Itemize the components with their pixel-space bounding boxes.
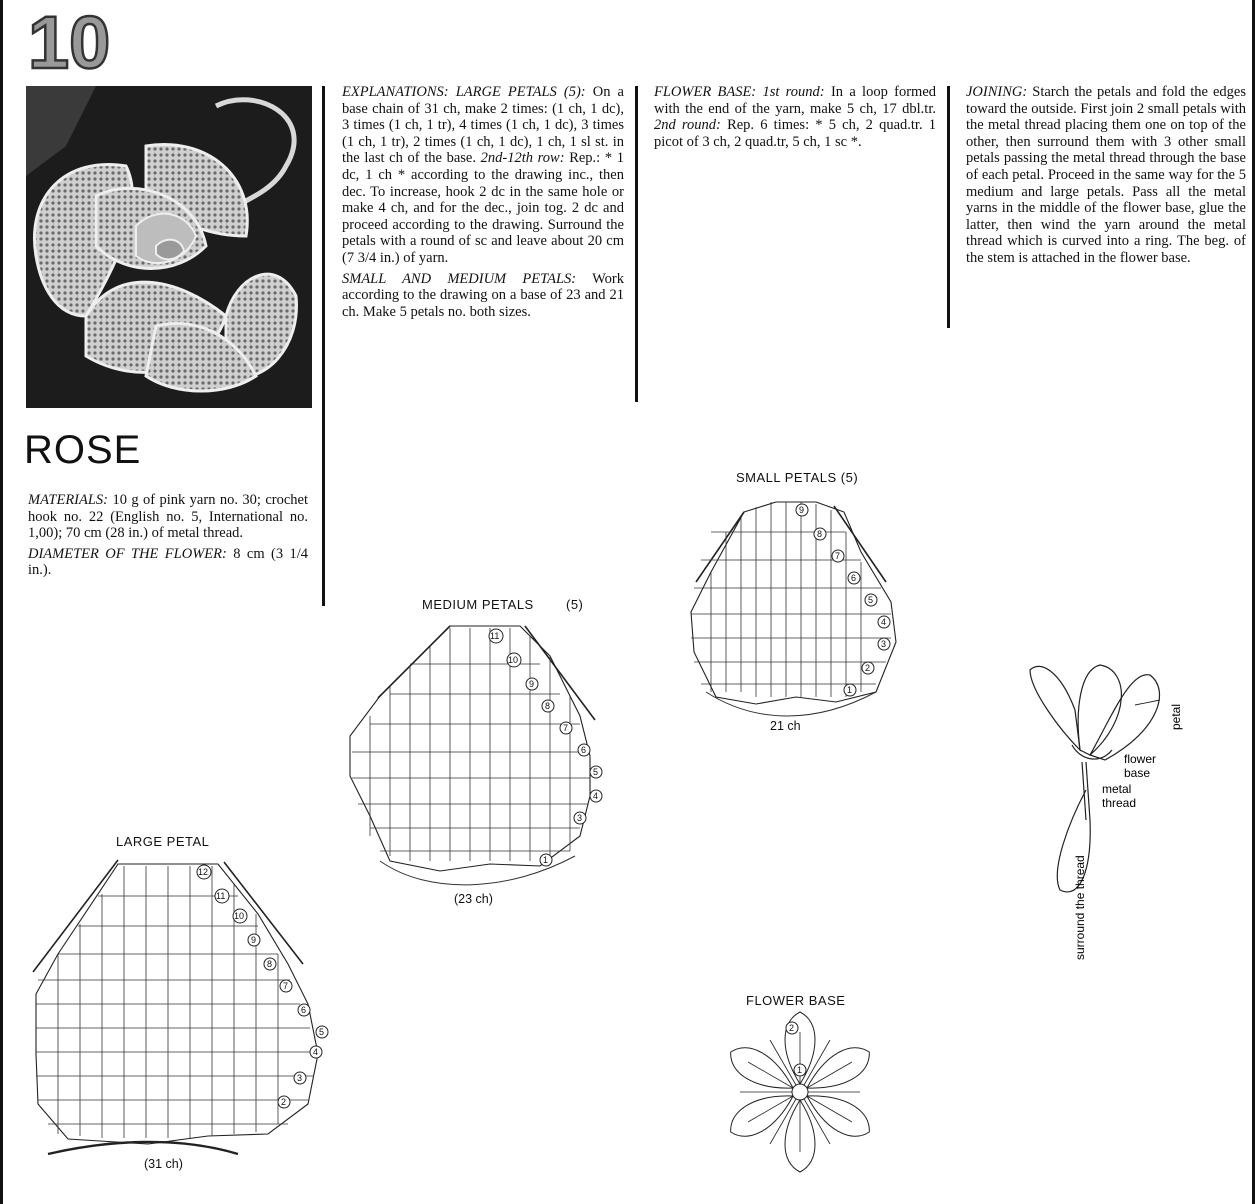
svg-text:8: 8 [817,529,823,539]
round2-label: 2nd round: [654,117,721,134]
svg-text:8: 8 [267,959,273,969]
medium-petal-row-7 [560,722,572,734]
page-number-text: 10 [28,8,111,72]
diameter-label: DIAMETER OF THE FLOWER: [28,545,227,562]
small-petal-row-8 [814,528,826,540]
flower-base-title: FLOWER BASE [746,993,846,1008]
rose-photo [26,86,312,408]
assembly-diagram [1020,650,1220,970]
svg-text:3: 3 [297,1073,303,1083]
medium-petals-title: MEDIUM PETALS [422,597,534,612]
medium-petal-row-11 [489,629,503,643]
small-petals-base-label: 21 ch [770,719,801,733]
small-petal-grid [691,502,891,697]
svg-text:1: 1 [797,1065,803,1075]
medium-petal-grid [352,628,590,861]
svg-text:7: 7 [563,723,569,733]
medium-petal-chart [340,616,615,888]
large-petal-base-label: (31 ch) [144,1157,183,1171]
materials-text: 10 g of pink yarn no. 30; crochet hook no. 22 (English no. 5, International no. 1,00); 70 cm (28 in.) of metal thread. [28,492,308,542]
svg-text:5: 5 [868,595,874,605]
medium-petal-row-10 [507,653,521,667]
right-border [1252,0,1255,1204]
medium-petal-row-6 [578,744,590,756]
large-petal-chart [28,854,343,1156]
svg-text:11: 11 [216,891,226,901]
medium-petals-count: (5) [566,597,584,612]
small-medium-label: SMALL AND MEDIUM PETALS: [342,270,577,287]
materials-label: MATERIALS: [28,492,109,508]
medium-petals-base-label: (23 ch) [454,892,493,906]
svg-text:4: 4 [593,791,599,801]
rows-label: 2nd-12th row: [480,150,565,167]
small-petal-row-1 [844,684,856,696]
column-divider-3 [947,86,950,328]
page-number [28,8,120,72]
assembly-base-label: base [1124,766,1151,780]
column-divider-2 [635,86,638,402]
large-petal-row-6 [298,1004,310,1016]
svg-text:2: 2 [789,1023,795,1033]
svg-text:10: 10 [234,911,245,921]
large-petal-row-5 [316,1026,328,1038]
joining-section [966,84,1246,271]
large-petal-row-10 [233,909,247,923]
round1-label: 1st round: [762,84,825,100]
flower-base-label: FLOWER BASE: [654,84,757,100]
svg-text:1: 1 [543,855,549,865]
svg-text:2: 2 [281,1097,287,1107]
assembly-surround-label: surround the thread [1073,855,1087,960]
joining-label: JOINING: [966,84,1028,100]
assembly-petal-label: petal [1169,703,1183,730]
svg-text:9: 9 [799,505,805,515]
large-petal-row-8 [264,958,276,970]
left-border [0,0,3,1204]
diameter-text: 8 cm (3 1/4 in.). [28,545,309,579]
large-petal-row-4 [310,1046,322,1058]
flower-base-round-numbers [786,1022,806,1076]
pattern-title: ROSE [24,428,142,472]
medium-petal-row-8 [542,700,554,712]
svg-text:7: 7 [283,981,289,991]
explanations-section [342,84,624,324]
large-petal-title: LARGE PETAL [116,834,210,849]
large-petal-row-7 [280,980,292,992]
round2-text: Rep. 6 times: * 5 ch, 2 quad.tr. 1 picot of 3 ch, 2 quad.tr, 5 ch, 1 sc *. [654,117,937,150]
svg-text:9: 9 [251,935,257,945]
medium-petal-row-3 [574,812,586,824]
large-petal-row-12 [197,865,211,879]
medium-petal-row-9 [526,678,538,690]
svg-text:6: 6 [301,1005,307,1015]
large-petal-row-3 [294,1072,306,1084]
svg-text:5: 5 [593,767,599,777]
svg-text:9: 9 [529,679,535,689]
svg-text:2: 2 [865,663,871,673]
medium-petal-row-numbers [489,629,602,866]
svg-text:10: 10 [508,655,519,665]
small-petal-row-5 [865,594,877,606]
svg-text:12: 12 [198,867,209,877]
small-petal-row-9 [796,504,808,516]
joining-text: Starch the petals and fold the edges toward the outside. First join 2 small petals with the metal thread placing them one on top of the other, then surround them with 3 other small petals passing the metal thread through the base of each petal. Proceed in the same way for the 5 medium and large petals. Pass all the metal yarns in the middle of the flower base, glue the latter, then wind the yarn around the metal thread which is curved into a ring. The beg. of the stem is attached in the flower base. [966,84,1246,266]
medium-petal-row-4 [590,790,602,802]
flower-base-round-2 [786,1022,798,1034]
small-petal-row-4 [878,616,890,628]
small-petal-row-3 [878,638,890,650]
large-petal-row-2 [278,1096,290,1108]
svg-text:5: 5 [319,1027,325,1037]
assembly-thread-label: thread [1102,796,1137,810]
svg-text:8: 8 [545,701,551,711]
flower-base-section [654,84,936,154]
svg-text:3: 3 [881,639,887,649]
large-petals-text-b: Rep.: * 1 dc, 1 ch * according to the drawing inc., then dec. To increase, hook 2 dc in the same hole or make 4 ch, and for the dec., join tog. 2 dc and proceed according to the drawing. Surround the petals with a round of sc and leave about 20 cm (7 3/4 in.) of yarn. [342,150,625,266]
large-petals-label: EXPLANATIONS: LARGE PETALS (5): [342,84,586,100]
small-petal-row-7 [832,550,844,562]
round1-text: In a loop formed with the end of the yarn, make 5 ch, 17 dbl.tr. [654,84,937,117]
small-petal-row-6 [848,572,860,584]
small-petal-chart [686,492,906,724]
flower-base-chart [708,1008,892,1184]
large-petal-row-numbers [197,865,328,1108]
small-petal-row-2 [862,662,874,674]
svg-text:6: 6 [581,745,587,755]
column-divider-1 [322,86,325,606]
large-petal-row-11 [215,889,229,903]
assembly-flower-label: flower [1124,752,1157,766]
small-petal-row-numbers [796,504,890,696]
assembly-metal-label: metal [1102,782,1132,796]
svg-text:11: 11 [490,631,500,641]
medium-petal-row-1 [540,854,552,866]
large-petal-grid [36,866,319,1138]
flower-base-round-1 [794,1064,806,1076]
small-petals-title: SMALL PETALS (5) [736,470,859,485]
large-petals-text-a: On a base chain of 31 ch, make 2 times: (1 ch, 1 dc), 3 times (1 ch, 1 tr), 4 times (1 ch, 1 dc), 3 times (1 ch, 1 tr), 2 times (1 ch, 1 dc), 1 ch, 1 sl st. in the last ch of the base. [342,84,624,167]
medium-petal-row-5 [590,766,602,778]
svg-text:4: 4 [313,1047,319,1057]
svg-text:1: 1 [847,685,853,695]
materials-section [28,492,308,583]
large-petal-row-9 [248,934,260,946]
svg-text:3: 3 [577,813,583,823]
svg-text:7: 7 [835,551,841,561]
svg-text:6: 6 [851,573,857,583]
small-medium-text: Work according to the drawing on a base of 23 and 21 ch. Make 5 petals no. both sizes. [342,270,624,320]
svg-text:4: 4 [881,617,887,627]
